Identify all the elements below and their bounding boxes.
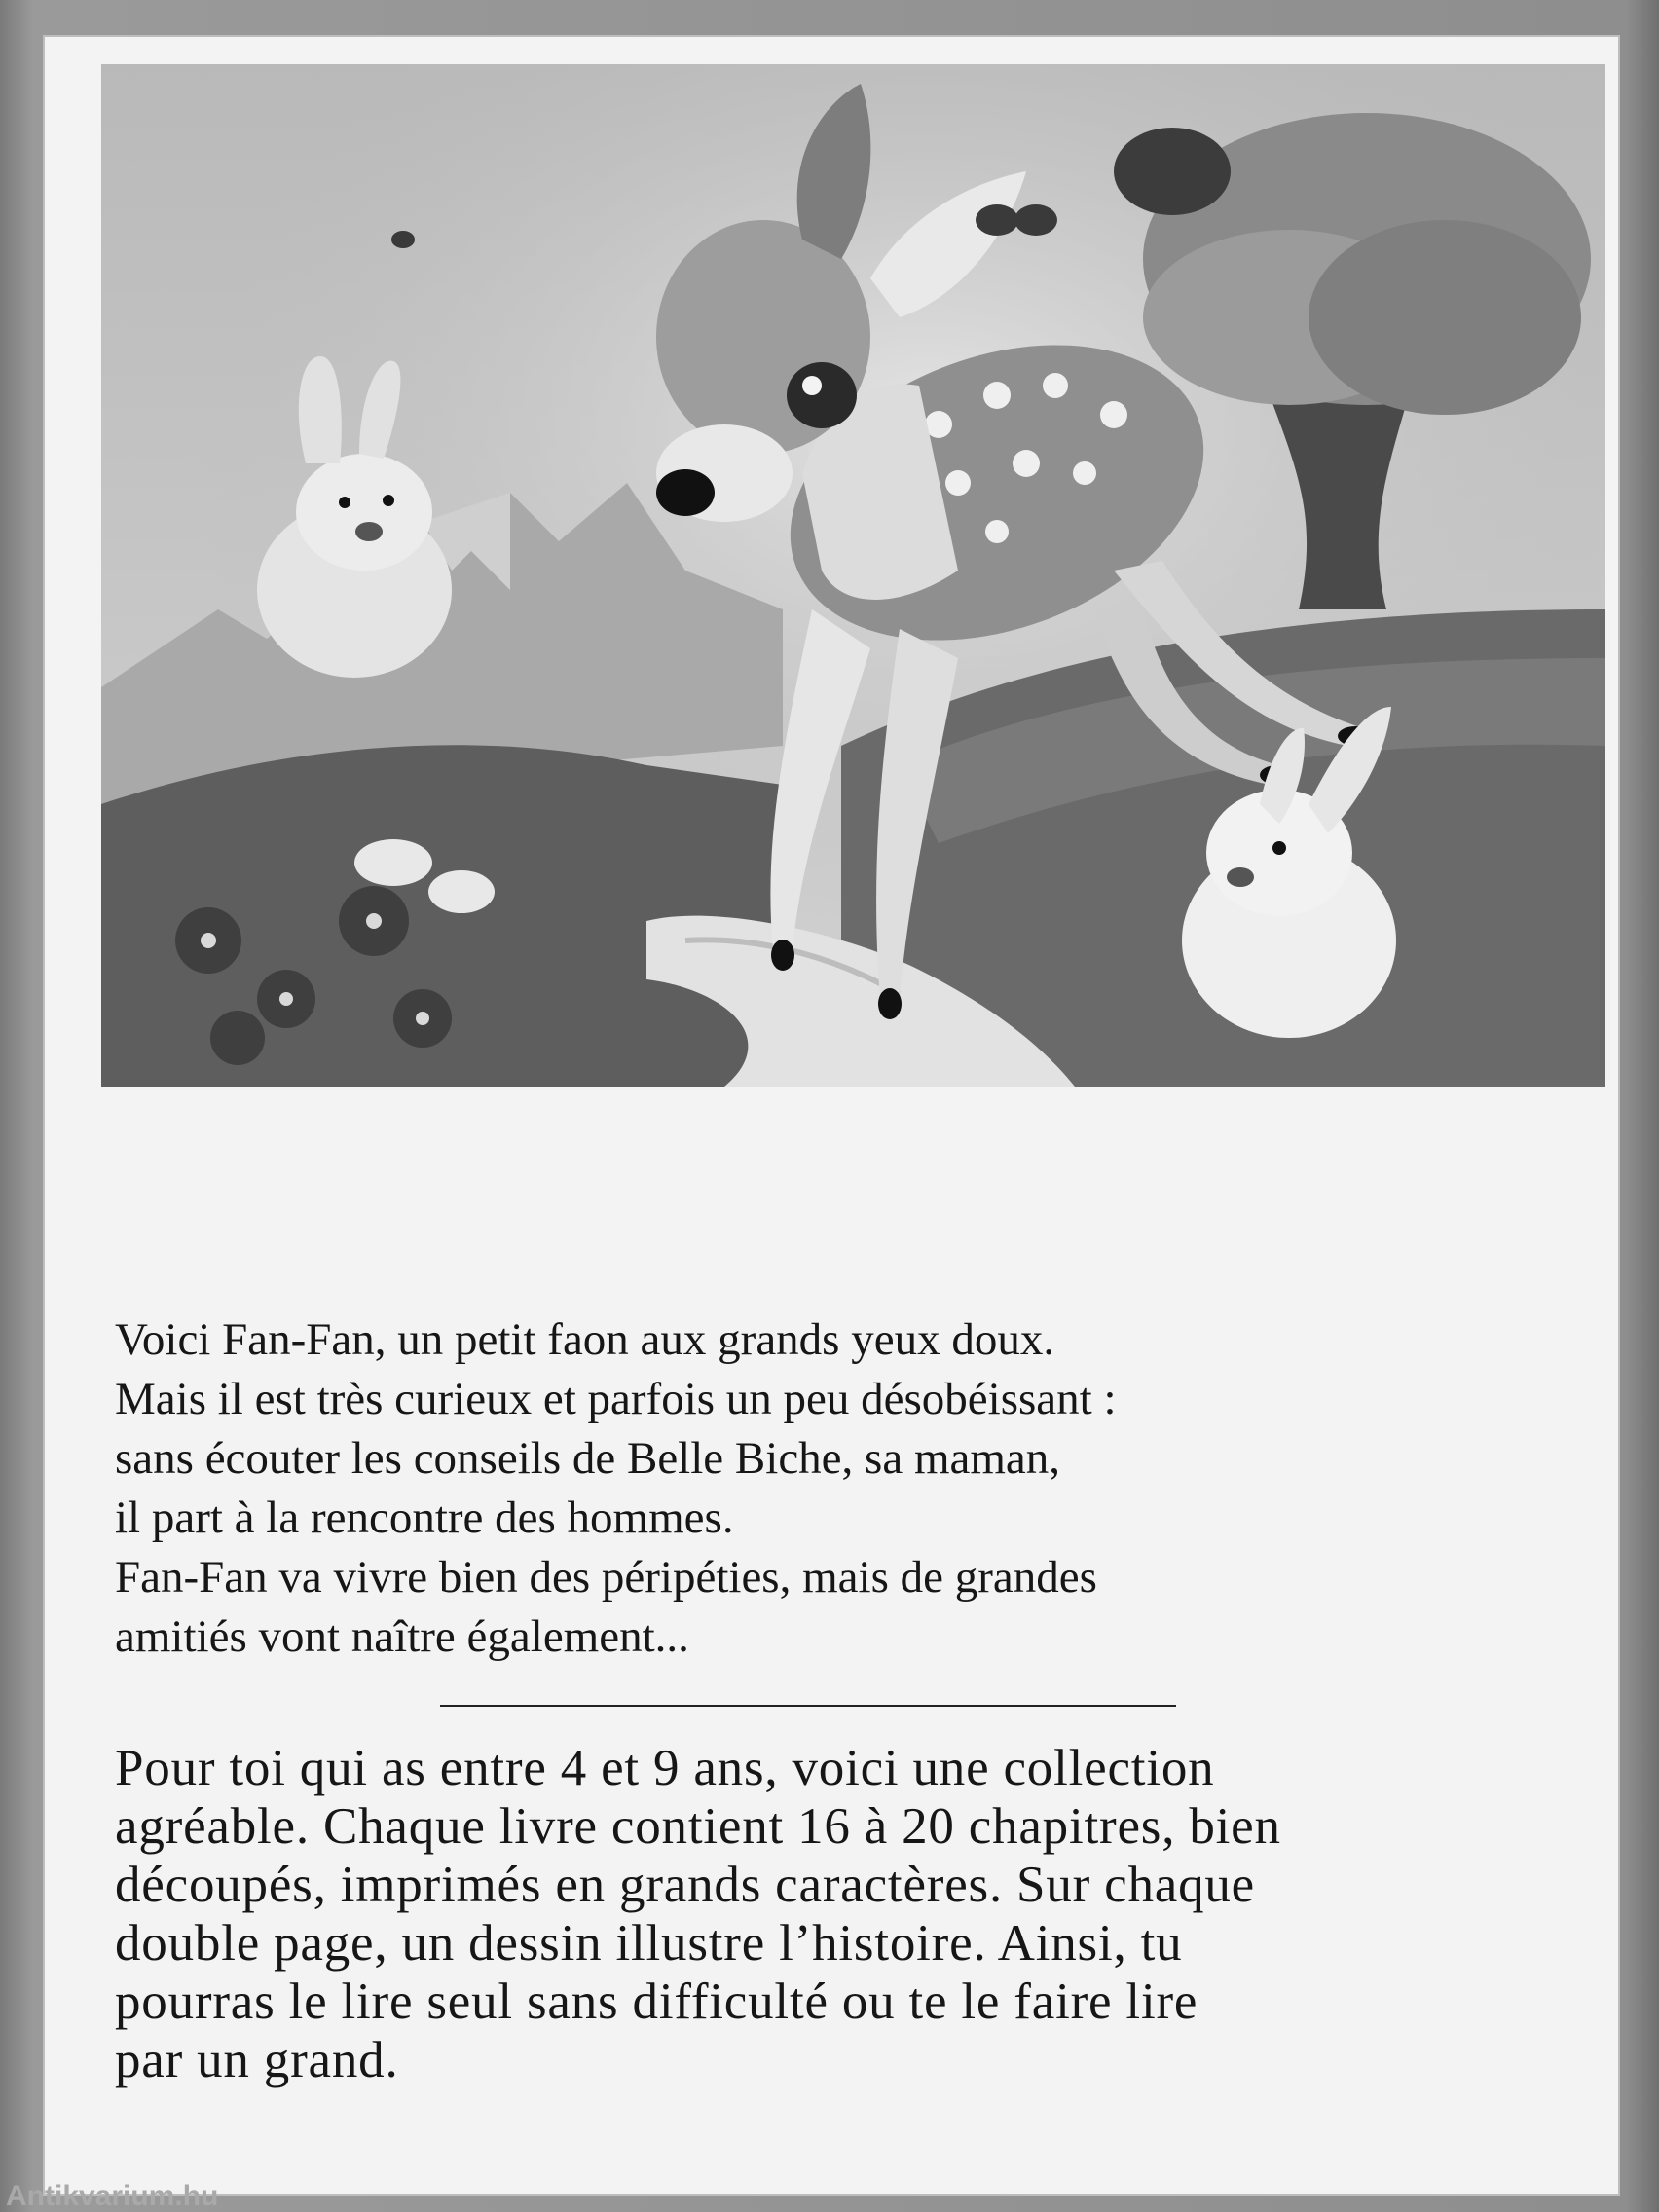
collection-line: pourras le lire seul sans difficulté ou te le faire lire [115,1973,1198,2030]
section-divider [440,1705,1176,1707]
collection-line: par un grand. [115,2032,399,2088]
synopsis-line: Voici Fan-Fan, un petit faon aux grands yeux doux. [115,1314,1055,1365]
collection-line: agréable. Chaque livre contient 16 à 20 chapitres, bien [115,1798,1281,1855]
synopsis-line: il part à la rencontre des hommes. [115,1493,734,1543]
cover-illustration [101,64,1605,1087]
synopsis-line: Fan-Fan va vivre bien des péripéties, mais de grandes [115,1552,1097,1603]
synopsis-line: amitiés vont naître également... [115,1611,689,1662]
collection-description [115,1739,1281,2089]
watermark-text: Antikvarium.hu [6,2181,219,2212]
synopsis-line: Mais il est très curieux et parfois un peu désobéissant : [115,1374,1117,1424]
collection-line: Pour toi qui as entre 4 et 9 ans, voici une collection [115,1740,1215,1796]
fawn-illustration-image [101,64,1605,1087]
synopsis-line: sans écouter les conseils de Belle Biche, sa maman, [115,1433,1061,1484]
story-synopsis [115,1310,1117,1667]
book-back-cover [43,35,1620,2196]
collection-line: découpés, imprimés en grands caractères. Sur chaque [115,1857,1256,1913]
collection-line: double page, un dessin illustre l’histoire. Ainsi, tu [115,1915,1183,1972]
